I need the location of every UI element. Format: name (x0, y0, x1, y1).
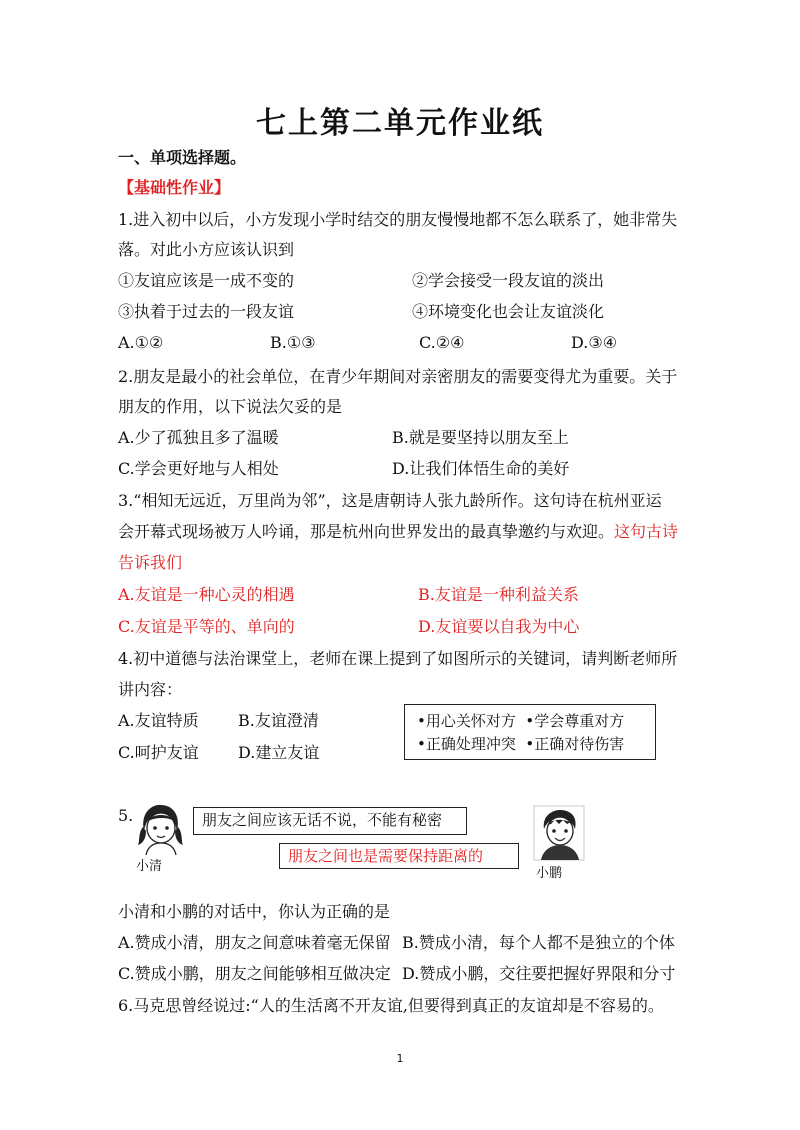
q2-option-d: D.让我们体悟生命的美好 (392, 459, 570, 478)
q2-option-b: B.就是要坚持以朋友至上 (392, 428, 569, 447)
keyword-row-1 (417, 710, 655, 733)
keyword-row-2 (417, 733, 655, 756)
q3-stem-line2-text: 会开幕式现场被万人吟诵，那是杭州向世界发出的最真挚邀约与欢迎。 (118, 522, 615, 541)
q3-option-a: A.友谊是一种心灵的相遇 (118, 585, 295, 604)
page-title: 七上第二单元作业纸 (256, 106, 544, 141)
girl-name: 小清 (136, 859, 163, 874)
q3-stem-line3: 告诉我们 (118, 553, 183, 572)
q1-statement-1: ①友谊应该是一成不变的 (118, 271, 295, 290)
girl-speech-bubble: 朋友之间应该无话不说，不能有秘密 (193, 807, 467, 835)
q2-stem-line2: 朋友的作用，以下说法欠妥的是 (118, 397, 343, 416)
q4-option-d: D.建立友谊 (238, 743, 320, 762)
q5-option-c: C.赞成小鹏，朋友之间能够相互做决定 (118, 964, 391, 983)
q5-option-d: D.赞成小鹏，交往要把握好界限和分寸 (402, 964, 676, 983)
girl-illustration (134, 801, 186, 855)
boy-illustration (533, 805, 585, 861)
q3-stem-line2 (118, 522, 678, 542)
q1-statement-3: ③执着于过去的一段友谊 (118, 302, 295, 321)
keyword-4: •正确对待伤害 (525, 735, 625, 753)
q1-option-a: A.①② (118, 333, 164, 352)
q5-option-a: A.赞成小清，朋友之间意味着毫无保留 (118, 933, 391, 952)
q2-option-c: C.学会更好地与人相处 (118, 459, 279, 478)
q4-option-a: A.友谊特质 (118, 711, 199, 730)
section-heading: 一、单项选择题。 (118, 148, 247, 167)
page-number: 1 (396, 1052, 404, 1065)
q2-option-a: A.少了孤独且多了温暖 (118, 428, 279, 447)
q1-stem-line1: 1.进入初中以后，小方发现小学时结交的朋友慢慢地都不怎么联系了，她非常失 (118, 210, 678, 229)
q3-option-c: C.友谊是平等的、单向的 (118, 617, 295, 636)
keyword-2: •学会尊重对方 (525, 712, 625, 730)
q5-option-b: B.赞成小清，每个人都不是独立的个体 (402, 933, 675, 952)
keyword-3: •正确处理冲突 (417, 735, 516, 753)
q2-stem-line1: 2.朋友是最小的社会单位，在青少年期间对亲密朋友的需要变得尤为重要。关于 (118, 367, 678, 386)
q1-statement-2: ②学会接受一段友谊的淡出 (412, 271, 605, 290)
q3-option-d: D.友谊要以自我为中心 (418, 617, 580, 636)
q3-option-b: B.友谊是一种利益关系 (418, 585, 579, 604)
q4-option-c: C.呵护友谊 (118, 743, 199, 762)
keyword-box (404, 704, 656, 760)
q1-option-d: D.③④ (571, 333, 618, 352)
q4-option-b: B.友谊澄清 (238, 711, 319, 730)
q1-statement-4: ④环境变化也会让友谊淡化 (412, 302, 605, 321)
q4-stem-line2: 讲内容： (118, 680, 183, 699)
q1-option-b: B.①③ (270, 333, 316, 352)
q1-stem-line2: 落。对此小方应该认识到 (118, 240, 295, 259)
q4-stem-line1: 4.初中道德与法治课堂上，老师在课上提到了如图所示的关键词，请判断老师所 (118, 649, 678, 668)
q5-number: 5. (118, 806, 134, 825)
q5-stem: 小清和小鹏的对话中，你认为正确的是 (118, 902, 391, 921)
q3-stem-line2-highlight: 这句古诗 (614, 522, 679, 541)
q6-stem-line1: 6.马克思曾经说过:“人的生活离不开友谊,但要得到真正的友谊却是不容易的。 (118, 996, 664, 1015)
keyword-1: •用心关怀对方 (417, 712, 516, 730)
q3-stem-line1: 3.“相知无远近，万里尚为邻”，这是唐朝诗人张九龄所作。这句诗在杭州亚运 (118, 491, 662, 510)
boy-speech-bubble: 朋友之间也是需要保持距离的 (279, 843, 519, 869)
boy-name: 小鹏 (536, 866, 563, 881)
category-label: 【基础性作业】 (118, 178, 231, 197)
q1-option-c: C.②④ (419, 333, 465, 352)
